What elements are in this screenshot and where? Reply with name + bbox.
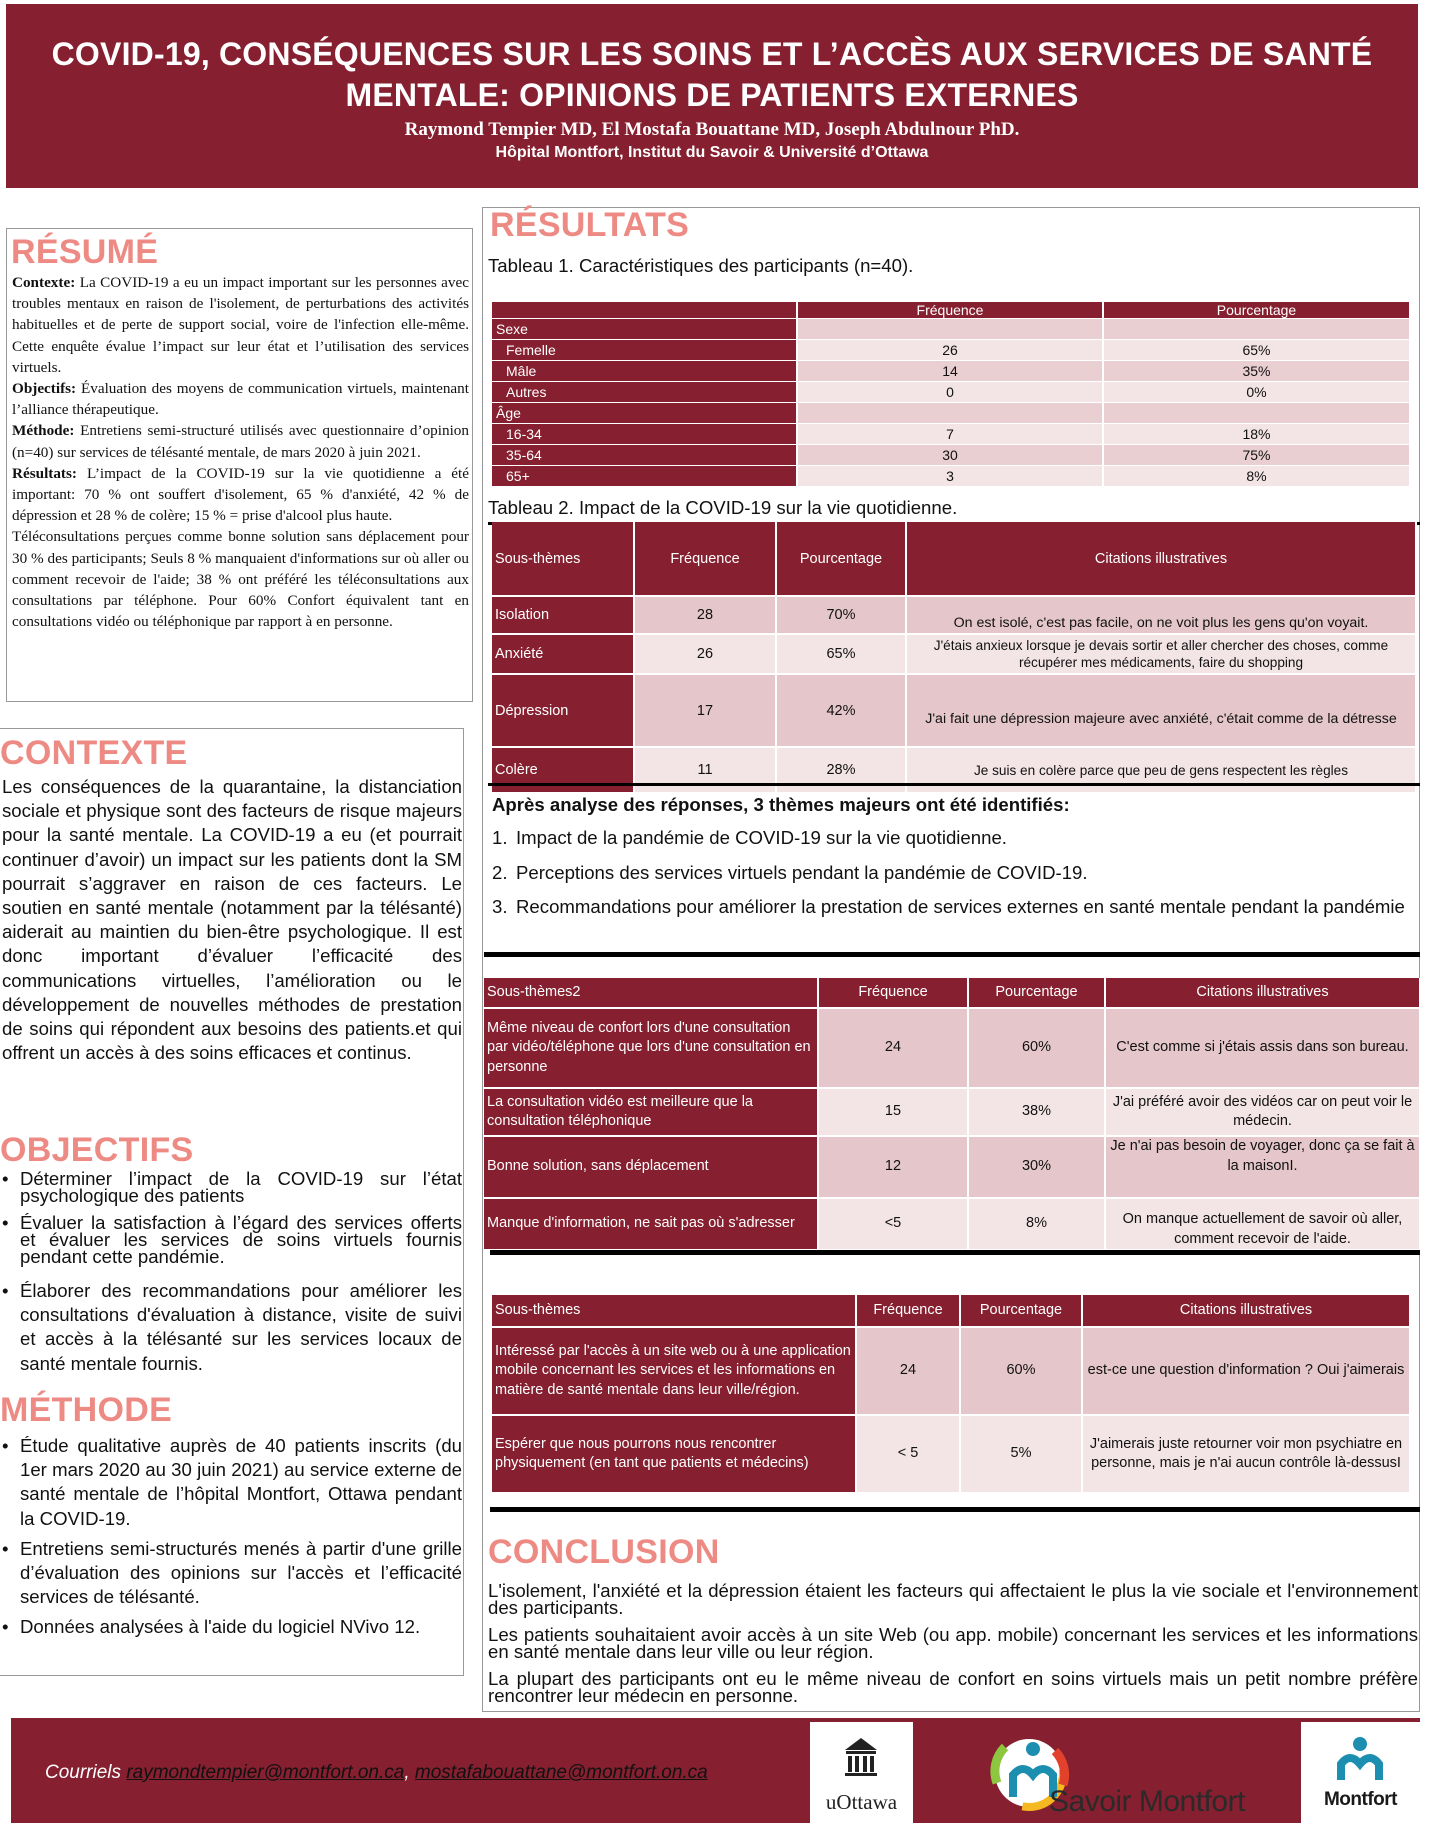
poster-footer — [11, 1718, 1420, 1823]
table-row — [484, 1088, 1420, 1136]
theme-cell: Manque d'information, ne sait pas où s'adresser — [484, 1198, 818, 1250]
themes-list — [492, 826, 1420, 930]
authors: Raymond Tempier MD, El Mostafa Bouattane MD, Joseph Abdulnour PhD. — [404, 119, 1020, 140]
header-cell: Citations illustratives — [906, 522, 1416, 596]
table-row — [492, 424, 1410, 445]
header-cell: Fréquence — [856, 1295, 960, 1327]
pct-cell: 65% — [1103, 340, 1410, 361]
freq-cell: 24 — [818, 1008, 968, 1088]
table-row — [492, 466, 1410, 487]
header-cell: Pourcentage — [960, 1295, 1082, 1327]
table-row — [492, 340, 1410, 361]
resultats-text: L’impact de la COVID-19 sur la vie quotidienne a été important: 70 % ont souffert d'isolement, 65 % d'anxiété, 42 % de dépression et 28 % de colère; 15 % = prise d'alcool plus haute. — [12, 464, 469, 525]
header-cell: Sous-thèmes — [492, 1295, 856, 1327]
freq-cell: 24 — [856, 1327, 960, 1415]
pct-cell: 75% — [1103, 445, 1410, 466]
resume-title: RÉSUMÉ — [11, 233, 159, 271]
table-header-row — [492, 1295, 1410, 1327]
row-label: Femelle — [492, 340, 797, 361]
conclusion-paragraph: La plupart des participants ont eu le même niveau de confort en soins virtuels mais un petit nombre préfère rencontrer leur médecin en personne. — [488, 1668, 1418, 1706]
theme-cell: Anxiété — [492, 634, 634, 674]
pct-cell: 60% — [968, 1008, 1105, 1088]
table-row — [484, 1136, 1420, 1198]
table-row — [492, 319, 1410, 340]
header-cell: Citations illustratives — [1082, 1295, 1410, 1327]
theme-cell: Intéressé par l'accès à un site web ou à une application mobile concernant les services et les informations en matière de santé mentale dans leur ville/région. — [492, 1327, 856, 1415]
freq-cell — [797, 319, 1103, 340]
freq-cell: 11 — [634, 747, 776, 793]
header-cell: Pourcentage — [968, 978, 1105, 1008]
university-building-icon — [810, 1722, 913, 1792]
pct-cell: 5% — [960, 1415, 1082, 1493]
participants-table — [492, 302, 1411, 487]
contexte-title: CONTEXTE — [0, 734, 188, 772]
list-item — [492, 861, 1420, 885]
objectifs-text: Évaluation des moyens de communication virtuels, maintenant l’alliance thérapeutique. — [12, 380, 469, 419]
table-row — [484, 1198, 1420, 1250]
quote-cell: J'étais anxieux lorsque je devais sortir et aller chercher des choses, comme récupérer mes médicaments, faire du shopping — [906, 634, 1416, 674]
quote-cell: Je n'ai pas besoin de voyager, donc ça se fait à la maisonI. — [1105, 1136, 1420, 1198]
impact-table — [492, 522, 1417, 794]
poster-title — [6, 34, 1418, 116]
list-item: • Élaborer des recommandations pour améliorer les consultations d'évaluation à distance, visite de suivi et accès à la télésanté sur les services locaux de santé mentale fournis. — [0, 1279, 462, 1376]
table-header-row — [492, 522, 1416, 596]
methode-title: MÉTHODE — [0, 1391, 173, 1429]
resultats-label: Résultats: — [12, 464, 77, 482]
quote-cell: J'ai fait une dépression majeure avec anxiété, c'était comme de la détresse — [906, 674, 1416, 747]
header-cell: Fréquence — [797, 302, 1103, 319]
pct-cell: 28% — [776, 747, 906, 793]
list-item: • Déterminer l’impact de la COVID-19 sur l’état psychologique des patients — [0, 1170, 462, 1204]
freq-cell — [797, 403, 1103, 424]
header-cell: Fréquence — [634, 522, 776, 596]
theme-cell: Même niveau de confort lors d'une consultation par vidéo/téléphone que lors d'une consultation en personne — [484, 1008, 818, 1088]
pct-cell: 42% — [776, 674, 906, 747]
theme-cell: Colère — [492, 747, 634, 793]
row-label: 65+ — [492, 466, 797, 487]
row-label: 35-64 — [492, 445, 797, 466]
row-label: Âge — [492, 403, 797, 424]
freq-cell: 28 — [634, 596, 776, 634]
pct-cell: 8% — [1103, 466, 1410, 487]
item-text: Recommandations pour améliorer la prestation de services externes en santé mentale pendant la pandémie — [516, 896, 1405, 917]
freq-cell: 26 — [634, 634, 776, 674]
theme-cell: La consultation vidéo est meilleure que la consultation téléphonique — [484, 1088, 818, 1136]
quote-cell: Je suis en colère parce que peu de gens respectent les règles — [906, 747, 1416, 793]
montfort-wordmark: Montfort — [1323, 1789, 1398, 1810]
table-row — [492, 382, 1410, 403]
table-row — [492, 596, 1416, 634]
savoir-montfort-logo — [975, 1723, 1255, 1823]
list-item: • Données analysées à l'aide du logiciel NVivo 12. — [0, 1615, 462, 1639]
themes-title: Après analyse des réponses, 3 thèmes majeurs ont été identifiés: — [492, 794, 1070, 815]
quote-cell: J'ai préféré avoir des vidéos car on peut voir le médecin. — [1105, 1088, 1420, 1136]
affiliation: Hôpital Montfort, Institut du Savoir & Université d’Ottawa — [495, 144, 929, 161]
table-header-row — [492, 302, 1410, 319]
header-cell — [492, 302, 797, 319]
title-line-1: COVID-19, CONSÉQUENCES SUR LES SOINS ET L’ACCÈS AUX SERVICES DE SANTÉ — [51, 36, 1373, 72]
pct-cell: 38% — [968, 1088, 1105, 1136]
resultats-title: RÉSULTATS — [490, 206, 690, 244]
list-item — [492, 895, 1420, 919]
table-row — [492, 1415, 1410, 1493]
list-item — [492, 826, 1420, 850]
contexte-paragraph: Les conséquences de la quarantaine, la distanciation sociale et physique sont des facteurs de risque majeurs pour la santé mentale. La COVID-19 a eu (et pourrait continuer d’avoir) un impact sur les patients dont la SM pourrait s’aggraver en raison de ces facteurs. Le soutien en santé mentale (notamment par la télésanté) aiderait au maintien du bien-être psychologique. Il est donc important d’évaluer l’efficacité des communications virtuelles, l’amélioration ou le développement de nouvelles méthodes de prestation de soins qui répondent aux besoins des patients.et qui offrent un accès à des soins efficaces et continus. — [2, 776, 462, 1064]
freq-cell: <5 — [818, 1198, 968, 1250]
divider — [490, 1507, 1420, 1512]
item-text: Impact de la pandémie de COVID-19 sur la vie quotidienne. — [516, 827, 1007, 848]
contact-emails — [45, 1762, 708, 1784]
freq-cell: 15 — [818, 1088, 968, 1136]
header-cell: Citations illustratives — [1105, 978, 1420, 1008]
item-number: 3. — [492, 896, 508, 917]
resume-text — [12, 272, 469, 632]
methode-label: Méthode: — [12, 422, 75, 440]
resume-section — [6, 228, 473, 702]
savoir-montfort-wordmark: Savoir Montfort — [1049, 1785, 1245, 1818]
conclusion-paragraph: L'isolement, l'anxiété et la dépression étaient les facteurs qui affectaient le plus la vie sociale et l'environnement des participants. — [488, 1580, 1418, 1618]
table-row — [484, 1008, 1420, 1088]
pct-cell: 30% — [968, 1136, 1105, 1198]
freq-cell: 14 — [797, 361, 1103, 382]
objectifs-title: OBJECTIFS — [0, 1131, 194, 1169]
pct-cell — [1103, 403, 1410, 424]
freq-cell: 0 — [797, 382, 1103, 403]
theme-cell: Isolation — [492, 596, 634, 634]
conclusion-title: CONCLUSION — [488, 1533, 720, 1571]
pct-cell: 0% — [1103, 382, 1410, 403]
pct-cell: 8% — [968, 1198, 1105, 1250]
uottawa-wordmark: uOttawa — [825, 1790, 898, 1814]
quote-cell: On manque actuellement de savoir où aller, comment recevoir de l'aide. — [1105, 1198, 1420, 1250]
table-row — [492, 361, 1410, 382]
email-separator: , — [404, 1762, 415, 1783]
objectifs-list — [0, 1170, 462, 1376]
montfort-logo — [1301, 1722, 1420, 1823]
freq-cell: 12 — [818, 1136, 968, 1198]
header-cell: Pourcentage — [1103, 302, 1410, 319]
quote-cell: C'est comme si j'étais assis dans son bureau. — [1105, 1008, 1420, 1088]
title-line-2: MENTALE: OPINIONS DE PATIENTS EXTERNES — [345, 77, 1079, 113]
table1-caption: Tableau 1. Caractéristiques des participants (n=40). — [488, 255, 914, 276]
pct-cell: 65% — [776, 634, 906, 674]
objectifs-label: Objectifs: — [12, 380, 77, 398]
table-row — [492, 674, 1416, 747]
divider — [490, 1250, 1420, 1255]
list-item: • Évaluer la satisfaction à l’égard des services offerts et évaluer les services de soins virtuels fournis pendant cette pandémie. — [0, 1214, 462, 1265]
courriels-label: Courriels — [45, 1762, 127, 1783]
pct-cell: 60% — [960, 1327, 1082, 1415]
table-row — [492, 634, 1416, 674]
left-column — [0, 728, 464, 1676]
header-cell: Sous-thèmes — [492, 522, 634, 596]
item-number: 1. — [492, 827, 508, 848]
row-label: 16-34 — [492, 424, 797, 445]
montfort-emblem-icon — [1301, 1722, 1420, 1788]
header-cell: Sous-thèmes2 — [484, 978, 818, 1008]
theme-cell: Espérer que nous pourrons nous rencontrer physiquement (en tant que patients et médecins) — [492, 1415, 856, 1493]
quote-cell: est-ce une question d'information ? Oui j'aimerais — [1082, 1327, 1410, 1415]
row-label: Autres — [492, 382, 797, 403]
freq-cell: 30 — [797, 445, 1103, 466]
freq-cell: 17 — [634, 674, 776, 747]
freq-cell: 26 — [797, 340, 1103, 361]
table2-caption: Tableau 2. Impact de la COVID-19 sur la vie quotidienne. — [488, 497, 958, 518]
pct-cell — [1103, 319, 1410, 340]
table-row — [492, 445, 1410, 466]
contexte-label: Contexte: — [12, 274, 76, 291]
theme-cell: Bonne solution, sans déplacement — [484, 1136, 818, 1198]
uottawa-logo — [810, 1722, 913, 1823]
list-item: • Entretiens semi-structurés menés à partir d'une grille d’évaluation des opinions sur l'accès et l’efficacité services de télésanté. — [0, 1537, 462, 1610]
item-number: 2. — [492, 861, 508, 883]
quote-cell: On est isolé, c'est pas facile, on ne voit plus les gens qu'on voyait. — [906, 596, 1416, 634]
email-link-bouattane[interactable]: mostafabouattane@montfort.on.ca — [414, 1762, 708, 1783]
row-label: Sexe — [492, 319, 797, 340]
freq-cell: < 5 — [856, 1415, 960, 1493]
freq-cell: 7 — [797, 424, 1103, 445]
pct-cell: 18% — [1103, 424, 1410, 445]
pct-cell: 35% — [1103, 361, 1410, 382]
pct-cell: 70% — [776, 596, 906, 634]
conclusion-paragraph: Les patients souhaitaient avoir accès à un site Web (ou app. mobile) concernant les services et les informations en santé mentale dans leur ville ou leur région. — [488, 1624, 1418, 1662]
list-item: • Étude qualitative auprès de 40 patients inscrits (du 1er mars 2020 au 30 juin 2021) au service externe de santé mentale de l’hôpital Montfort, Ottawa pendant la COVID-19. — [0, 1434, 462, 1531]
table-row — [492, 403, 1410, 424]
email-link-tempier[interactable]: raymondtempier@montfort.on.ca — [126, 1762, 405, 1783]
poster-header — [6, 4, 1418, 188]
row-label: Mâle — [492, 361, 797, 382]
methode-text: Entretiens semi-structuré utilisés avec questionnaire d’opinion (n=40) sur services de télésanté mentale, de mars 2020 à juin 2021. — [12, 422, 469, 461]
teleconsultation-text: Téléconsultations perçues comme bonne solution sans déplacement pour 30 % des participants; Seuls 8 % manquaient d'informations sur où aller ou comment recevoir de l'aide; 38 % ont préféré les téléconsultations aux consultations par téléphone. Pour 60% Confort équivalent tant en consultations vidéo ou téléphonique par rapport à en personne. — [12, 528, 469, 631]
quote-cell: J'aimerais juste retourner voir mon psychiatre en personne, mais je n'ai aucun contrôle là-dessusI — [1082, 1415, 1410, 1493]
divider — [484, 952, 1420, 957]
freq-cell: 3 — [797, 466, 1103, 487]
table-row — [492, 1327, 1410, 1415]
theme-cell: Dépression — [492, 674, 634, 747]
divider — [488, 783, 1420, 786]
table-row — [492, 747, 1416, 793]
contexte-text: La COVID-19 a eu un impact important sur les personnes avec troubles mentaux en raison de l'isolement, de perturbations des activités habituelles et de perte de support social, voire de l'infection elle-même. Cette enquête évalue l’impact sur leur état et l’utilisation des services virtuels. — [12, 274, 469, 376]
methode-list — [0, 1434, 462, 1640]
header-cell: Pourcentage — [776, 522, 906, 596]
recommendations-table — [492, 1295, 1411, 1494]
header-cell: Fréquence — [818, 978, 968, 1008]
virtual-services-table — [484, 978, 1421, 1251]
item-text: Perceptions des services virtuels pendant la pandémie de COVID-19. — [516, 861, 1088, 883]
table-header-row — [484, 978, 1420, 1008]
